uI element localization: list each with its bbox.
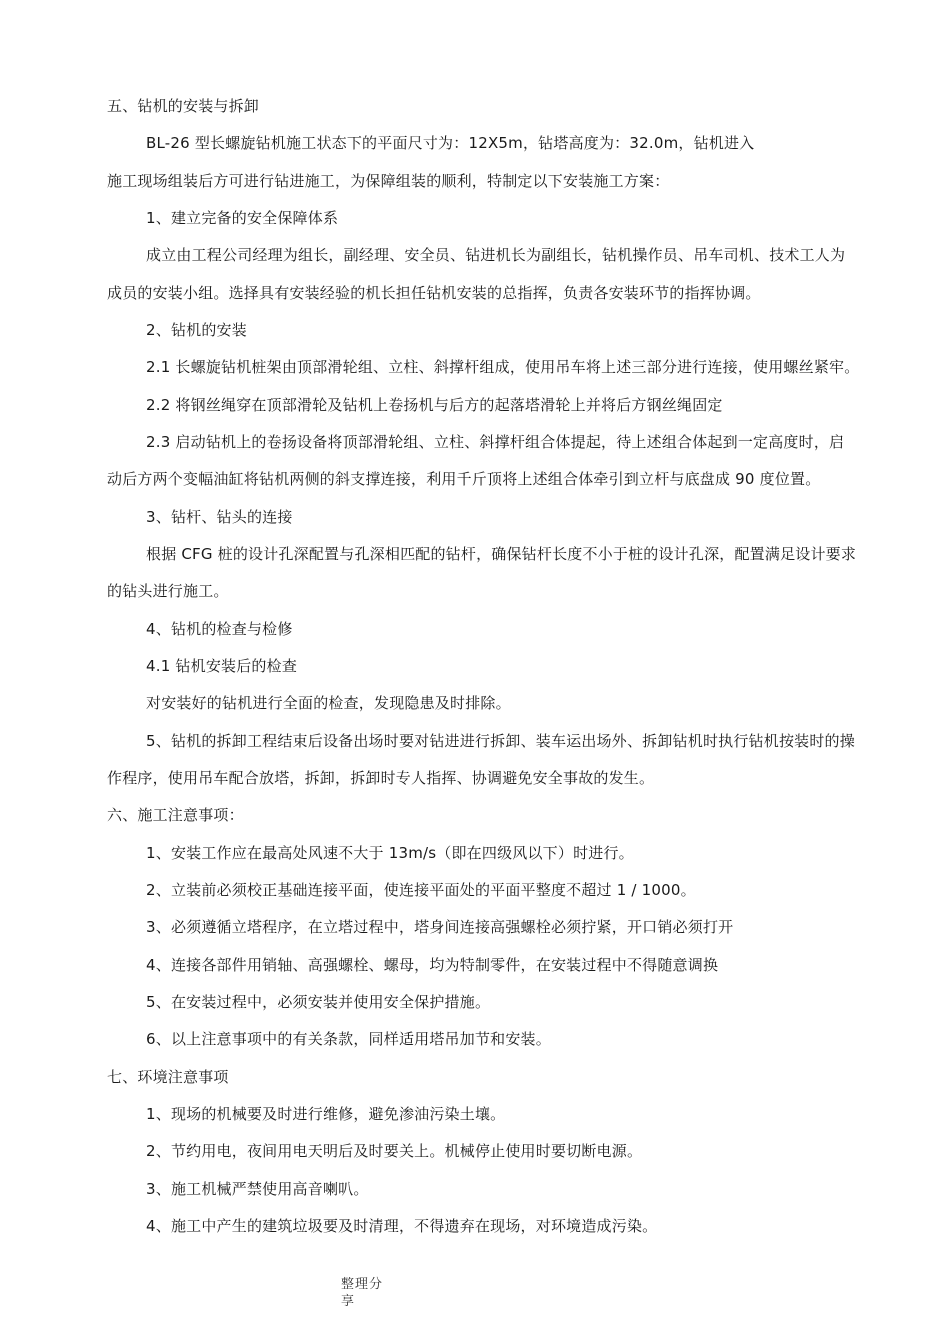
paragraph-line: 对安装好的钻机进行全面的检查，发现隐患及时排除。 xyxy=(146,694,511,712)
paragraph-line: 的钻头进行施工。 xyxy=(107,582,229,600)
heading-section-7: 七、环境注意事项 xyxy=(107,1068,229,1086)
paragraph-line: 2.3 启动钻机上的卷扬设备将顶部滑轮组、立柱、斜撑杆组合体提起，待上述组合体起到一定高度时，启 xyxy=(146,433,845,451)
list-item: 6、以上注意事项中的有关条款，同样适用塔吊加节和安装。 xyxy=(146,1030,551,1048)
paragraph-line: 根据 CFG 桩的设计孔深配置与孔深相匹配的钻杆，确保钻杆长度不小于桩的设计孔深，配置满足设计要求 xyxy=(146,545,857,563)
list-item: 5、在安装过程中，必须安装并使用安全保护措施。 xyxy=(146,993,491,1011)
heading-section-6: 六、施工注意事项： xyxy=(107,806,244,824)
paragraph-line: 作程序，使用吊车配合放塔，拆卸，拆卸时专人指挥、协调避免安全事故的发生。 xyxy=(107,769,655,787)
paragraph-line: 动后方两个变幅油缸将钻机两侧的斜支撑连接，利用千斤顶将上述组合体牵引到立杆与底盘成 90 度位置。 xyxy=(107,470,821,488)
list-item: 3、施工机械严禁使用高音喇叭。 xyxy=(146,1180,369,1198)
list-item: 1、现场的机械要及时进行维修，避免渗油污染土壤。 xyxy=(146,1105,506,1123)
list-item: 1、安装工作应在最高处风速不大于 13m/s（即在四级风以下）时进行。 xyxy=(146,844,634,862)
list-item: 2、立装前必须校正基础连接平面，使连接平面处的平面平整度不超过 1 / 1000。 xyxy=(146,881,696,899)
subheading-3: 3、钻杆、钻头的连接 xyxy=(146,508,293,526)
heading-section-5: 五、钻机的安装与拆卸 xyxy=(107,97,260,115)
paragraph-line: 5、钻机的拆卸工程结束后设备出场时要对钻进进行拆卸、装车运出场外、拆卸钻机时执行钻机按装时的操 xyxy=(146,732,855,750)
paragraph-line: 2.2 将钢丝绳穿在顶部滑轮及钻机上卷扬机与后方的起落塔滑轮上并将后方钢丝绳固定 xyxy=(146,396,723,414)
list-item: 4、施工中产生的建筑垃圾要及时清理，不得遗弃在现场，对环境造成污染。 xyxy=(146,1217,658,1235)
paragraph-line: BL-26 型长螺旋钻机施工状态下的平面尺寸为：12X5m，钻塔高度为：32.0m，钻机进入 xyxy=(146,134,755,152)
subheading-4: 4、钻机的检查与检修 xyxy=(146,620,293,638)
subheading-4-1: 4.1 钻机安装后的检查 xyxy=(146,657,298,675)
paragraph-line: 施工现场组装后方可进行钻进施工，为保障组装的顺利，特制定以下安装施工方案： xyxy=(107,172,670,190)
paragraph-line: 2.1 长螺旋钻机桩架由顶部滑轮组、立柱、斜撑杆组成，使用吊车将上述三部分进行连接，使用螺丝紧牢。 xyxy=(146,358,860,376)
list-item: 2、节约用电，夜间用电天明后及时要关上。机械停止使用时要切断电源。 xyxy=(146,1142,643,1160)
subheading-2: 2、钻机的安装 xyxy=(146,321,247,339)
list-item: 4、连接各部件用销轴、高强螺栓、螺母，均为特制零件，在安装过程中不得随意调换 xyxy=(146,956,719,974)
paragraph-line: 成员的安装小组。选择具有安装经验的机长担任钻机安装的总指挥，负责各安装环节的指挥协调。 xyxy=(107,284,761,302)
subheading-1: 1、建立完备的安全保障体系 xyxy=(146,209,339,227)
paragraph-line: 成立由工程公司经理为组长，副经理、安全员、钻进机长为副组长，钻机操作员、吊车司机、技术工人为 xyxy=(146,246,846,264)
page-footer: 整理分享 xyxy=(341,1277,384,1309)
list-item: 3、必须遵循立塔程序，在立塔过程中，塔身间连接高强螺栓必须拧紧，开口销必须打开 xyxy=(146,918,734,936)
